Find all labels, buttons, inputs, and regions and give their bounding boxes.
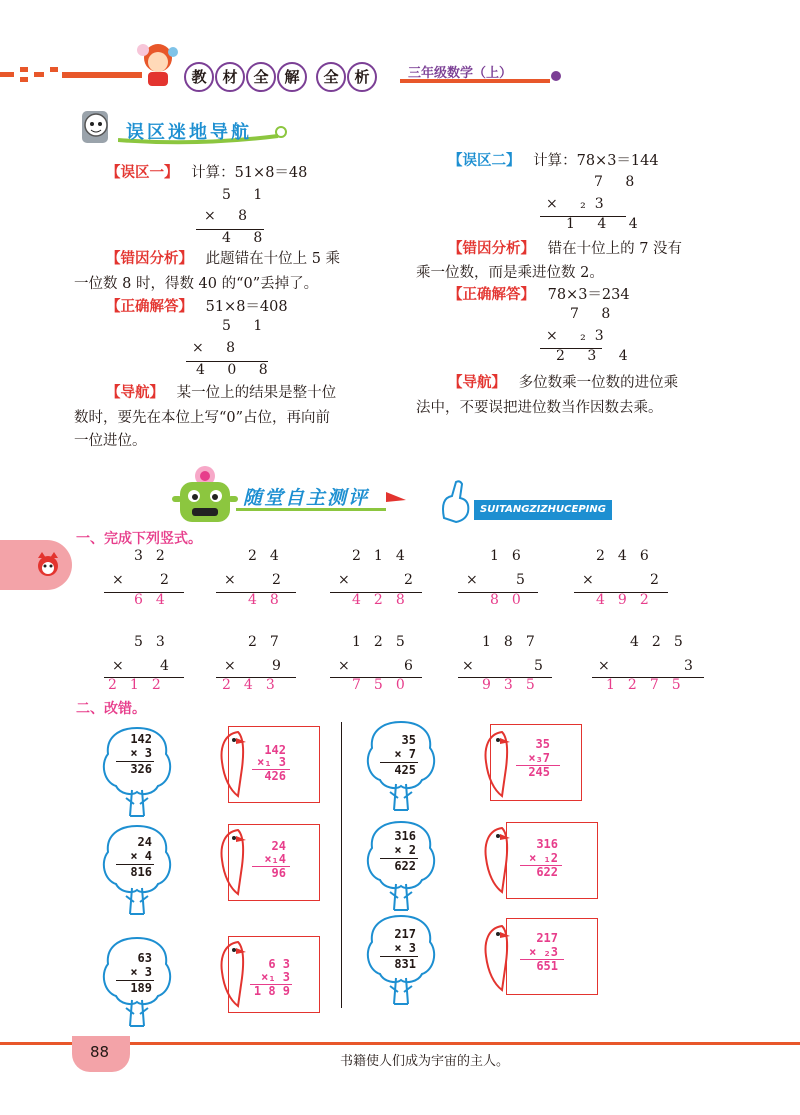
calc-times-sign: × xyxy=(582,572,607,588)
pitfall-2-cause-text: 错在十位上的 7 没有 xyxy=(547,241,683,257)
header-char: 解 xyxy=(277,62,307,92)
correct-result: 245 xyxy=(528,765,550,779)
wrong-top: 217 xyxy=(394,927,416,941)
calc-multiplier: 5 xyxy=(534,658,556,674)
calc-multiplier: 6 xyxy=(404,658,426,674)
wrong-top: 63 xyxy=(137,951,152,965)
correct-mul: ×₁ 3 xyxy=(261,970,290,984)
pitfall-1-result: 4 8 xyxy=(222,230,272,246)
pitfall-1-answer-top: 5 1 xyxy=(222,318,272,334)
calc-multiplier: 2 xyxy=(160,572,182,588)
fox-icon xyxy=(34,550,62,580)
wrong-result: 622 xyxy=(394,859,416,873)
wrong-result: 189 xyxy=(130,981,152,995)
header-char: 教 xyxy=(184,62,214,92)
pitfall-1-answer xyxy=(106,294,288,321)
calc-top: 425 xyxy=(630,634,696,650)
calc-multiplier: 4 xyxy=(160,658,182,674)
header-char: 析 xyxy=(347,62,377,92)
calc-answer: 48 xyxy=(248,592,292,608)
pitfall-2-text: 计算：78×3＝144 xyxy=(533,153,659,169)
header-char: 全 xyxy=(316,62,346,92)
calc-answer: 935 xyxy=(482,677,548,693)
pitfall-2-cause-text-2: 乘一位数，而是乘进位数 2。 xyxy=(416,265,604,281)
calc-times-sign: × xyxy=(338,572,363,588)
calc-times-sign: × xyxy=(598,658,623,674)
wrong-mul: × 3 xyxy=(130,965,152,979)
correct-result: 426 xyxy=(264,769,286,783)
header-char: 材 xyxy=(215,62,245,92)
correct-mul: × ₁2 xyxy=(529,851,558,865)
pitfall-1-cause-text: 此题错在十位上 5 乘 xyxy=(205,251,341,267)
header-decoration xyxy=(0,64,800,88)
calc-top: 16 xyxy=(490,548,534,564)
mascot-thinking-icon xyxy=(74,105,124,149)
header-char: 全 xyxy=(246,62,276,92)
mascot-monster-icon xyxy=(170,462,240,532)
wrong-result: 831 xyxy=(394,957,416,971)
pitfall-2 xyxy=(448,148,659,175)
correct-mul: ×₃7 xyxy=(528,751,550,765)
calc-times-sign: × xyxy=(112,572,137,588)
wrong-mul: × 2 xyxy=(394,843,416,857)
pitfall-2-cause-tag: 【错因分析】 xyxy=(448,241,535,257)
correct-result: 622 xyxy=(536,865,558,879)
calc-times-sign: × xyxy=(462,658,487,674)
header-subtitle: 三年级数学（上） xyxy=(408,66,513,81)
pitfall-2-guide-tag: 【导航】 xyxy=(448,375,506,391)
correct-mul: ×₁4 xyxy=(264,852,286,866)
correct-top: 24 xyxy=(271,839,286,853)
calc-times-sign: × xyxy=(224,572,249,588)
pitfall-1-guide-text: 某一位上的结果是整十位 xyxy=(176,385,337,401)
calc-answer: 212 xyxy=(108,677,174,693)
correct-result: 96 xyxy=(271,866,286,880)
pitfall-2-tag: 【误区二】 xyxy=(448,153,521,169)
pitfall-2-answer-tag: 【正确解答】 xyxy=(448,287,535,303)
pitfall-2-guide-text: 多位数乘一位数的进位乘 xyxy=(518,375,679,391)
pitfall-1-cause-tag: 【错因分析】 xyxy=(106,251,193,267)
mascot-girl-icon xyxy=(133,40,183,90)
calc-answer: 1275 xyxy=(606,677,694,693)
wrong-result: 326 xyxy=(130,762,152,776)
wrong-mul: × 3 xyxy=(394,941,416,955)
calc-multiplier: 9 xyxy=(272,658,294,674)
calc-times-sign: × xyxy=(224,658,249,674)
calc-answer: 80 xyxy=(490,592,534,608)
correct-result: 651 xyxy=(536,959,558,973)
calc-times-sign: × xyxy=(466,572,491,588)
correct-result: 1 8 9 xyxy=(253,984,290,998)
wrong-top: 24 xyxy=(137,835,152,849)
wrong-mul: × 7 xyxy=(394,747,416,761)
pitfall-1-answer-result: 4 0 8 xyxy=(196,362,277,378)
pitfall-2-guide-text-2: 法中，不要误把进位数当作因数去乘。 xyxy=(416,400,663,416)
correct-top: 35 xyxy=(535,737,550,751)
column-divider xyxy=(341,722,342,1008)
correct-mul: ×₁ 3 xyxy=(257,755,286,769)
question-2-title: 二、改错。 xyxy=(76,701,146,717)
pitfall-1 xyxy=(106,160,307,187)
pitfall-2-cause xyxy=(448,236,682,263)
calc-multiplier: 2 xyxy=(404,572,426,588)
pitfall-2-answer-top: 7 8 xyxy=(570,306,620,322)
pitfall-1-mul: × 8 xyxy=(204,208,257,224)
calc-answer: 243 xyxy=(222,677,288,693)
wrong-top: 35 xyxy=(401,733,416,747)
pointing-hand-icon xyxy=(436,478,476,524)
calc-top: 187 xyxy=(482,634,548,650)
page-number: 88 xyxy=(90,1043,110,1061)
pitfall-1-guide xyxy=(106,380,336,407)
calc-top: 125 xyxy=(352,634,418,650)
wrong-result: 816 xyxy=(130,865,152,879)
wrong-top: 316 xyxy=(394,829,416,843)
section-pinyin-badge: SUITANGZIZHUCEPING xyxy=(474,500,612,520)
calc-multiplier: 5 xyxy=(516,572,538,588)
pitfall-2-answer-result: 2 3 4 xyxy=(556,348,637,364)
footer-motto: 书籍使人们成为宇宙的主人。 xyxy=(340,1054,510,1069)
calc-multiplier: 2 xyxy=(272,572,294,588)
correct-top: 217 xyxy=(536,931,558,945)
pitfall-1-guide-tag: 【导航】 xyxy=(106,385,164,401)
pitfall-2-answer-mul: × ₂3 xyxy=(546,328,613,344)
pitfall-1-answer-tag: 【正确解答】 xyxy=(106,299,193,315)
pitfall-1-cause xyxy=(106,246,340,273)
pitfall-2-result: 1 4 4 xyxy=(566,216,647,232)
calc-top: 214 xyxy=(352,548,418,564)
section-title-pitfalls: 误区迷地导航 xyxy=(126,122,252,143)
pitfall-1-text: 计算：51×8＝48 xyxy=(191,165,308,181)
pitfall-1-top: 5 1 xyxy=(222,187,272,203)
pitfall-2-top: 7 8 xyxy=(594,174,644,190)
wrong-mul: × 3 xyxy=(130,746,152,760)
calc-top: 27 xyxy=(248,634,292,650)
pitfall-1-cause-text-2: 一位数 8 时，得数 40 的“0”丢掉了。 xyxy=(74,276,319,292)
pitfall-2-guide xyxy=(448,370,678,397)
correct-mul: × ₂3 xyxy=(529,945,558,959)
calc-top: 32 xyxy=(134,548,178,564)
section-title-self-test: 随堂自主测评 xyxy=(243,487,370,509)
pitfall-1-tag: 【误区一】 xyxy=(106,165,179,181)
calc-top: 53 xyxy=(134,634,178,650)
pitfall-1-guide-text-3: 一位进位。 xyxy=(74,433,147,449)
pitfall-1-answer-text: 51×8＝408 xyxy=(205,299,288,315)
correct-top: 142 xyxy=(264,743,286,757)
calc-answer: 64 xyxy=(134,592,178,608)
question-1-title: 一、完成下列竖式。 xyxy=(76,531,202,547)
wrong-top: 142 xyxy=(130,732,152,746)
wrong-result: 425 xyxy=(394,763,416,777)
calc-top: 246 xyxy=(596,548,662,564)
pitfall-2-answer-text: 78×3＝234 xyxy=(547,287,630,303)
correct-top: 316 xyxy=(536,837,558,851)
calc-answer: 750 xyxy=(352,677,418,693)
calc-times-sign: × xyxy=(338,658,363,674)
pitfall-2-mul: × ₂3 xyxy=(546,196,613,212)
pitfall-2-answer xyxy=(448,282,630,309)
pitfall-1-answer-mul: × 8 xyxy=(192,340,245,356)
calc-answer: 492 xyxy=(596,592,662,608)
calc-multiplier: 2 xyxy=(650,572,672,588)
correct-top: 6 3 xyxy=(268,957,290,971)
calc-times-sign: × xyxy=(112,658,137,674)
calc-multiplier: 3 xyxy=(684,658,706,674)
wrong-mul: × 4 xyxy=(130,849,152,863)
pitfall-1-guide-text-2: 数时，要先在本位上写“0”占位，再向前 xyxy=(74,410,331,426)
calc-top: 24 xyxy=(248,548,292,564)
calc-answer: 428 xyxy=(352,592,418,608)
